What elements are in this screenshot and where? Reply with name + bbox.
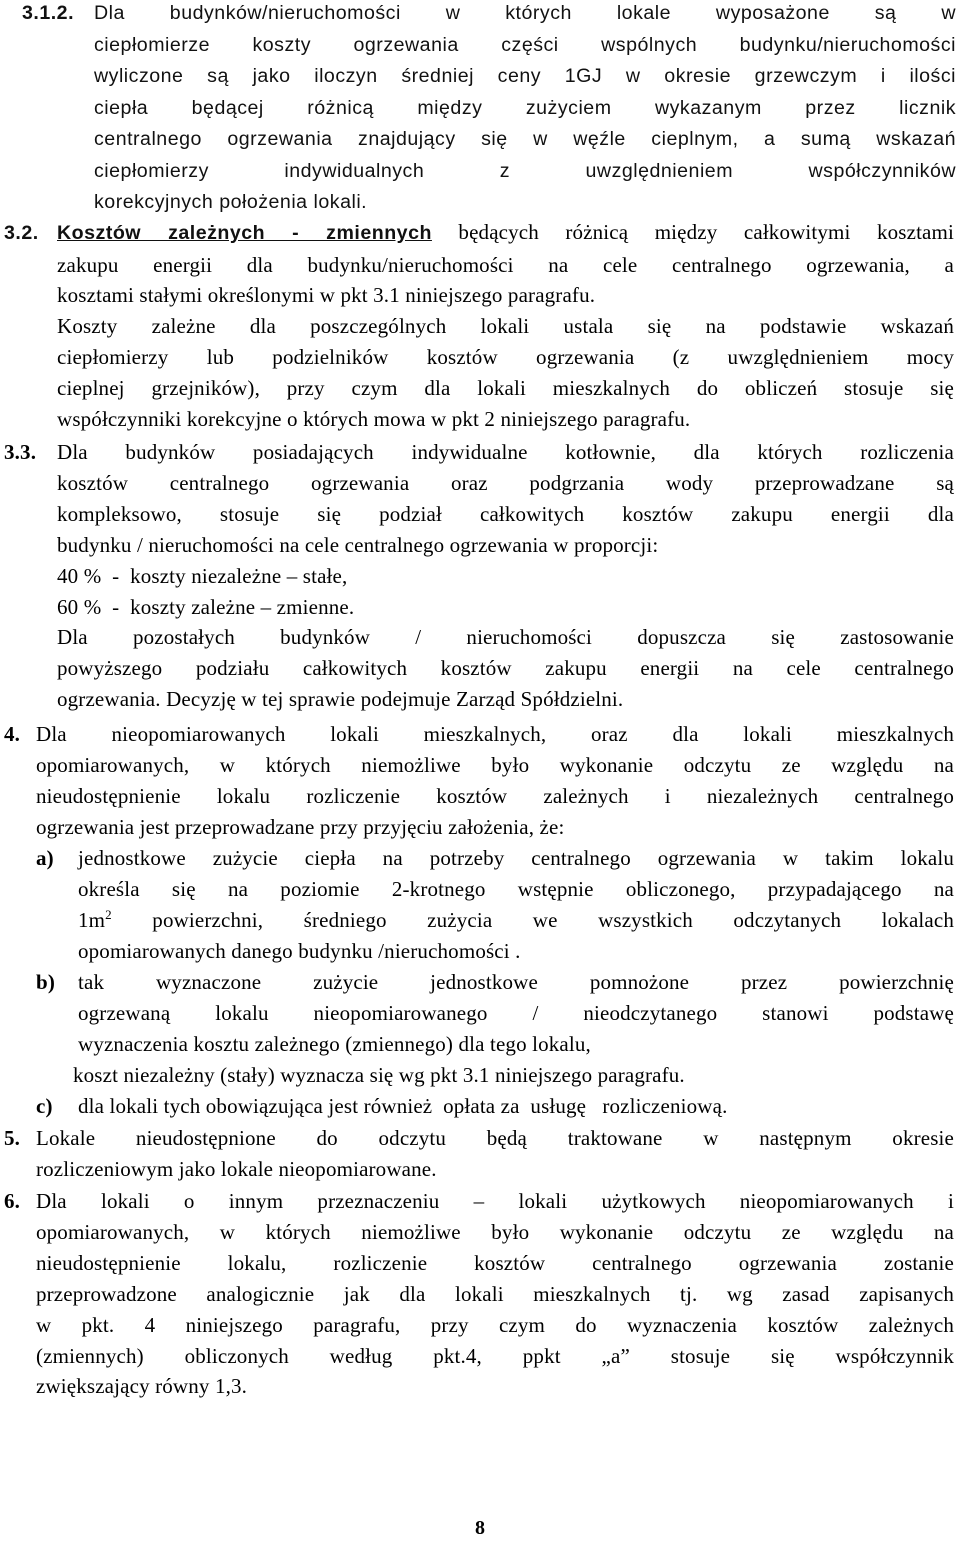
text-line: określa się na poziomie 2-krotnego wstępnie obliczonego, przypadającego na (78, 876, 954, 901)
text-line: w pkt. 4 niniejszego paragrafu, przy czym do wyznaczenia kosztów zależnych (36, 1312, 954, 1337)
page-number: 8 (475, 1517, 485, 1539)
text-line: ciepła będącej różnicą między zużyciem wykazanym przez licznik (94, 96, 956, 119)
split-variable: 60 % - koszty zależne – zmienne. (57, 594, 355, 619)
text-line: Dla budynków posiadających indywidualne kotłownie, dla których rozliczenia (57, 440, 954, 464)
text-line: Koszty zależne dla poszczególnych lokali ustala się na podstawie wskazań (57, 314, 954, 339)
text-line: ogrzewania. Decyzję w tej sprawie podejmuje Zarząd Spółdzielni. (57, 687, 624, 712)
section-3-2-line1-rest: będących różnicą między całkowitymi kosztami (431, 220, 954, 244)
text-line: wyliczone są jako iloczyn średniej ceny 1GJ w okresie grzewczym i ilości (94, 65, 956, 87)
text-line: jednostkowe zużycie ciepła na potrzeby centralnego ogrzewania w takim lokalu (78, 846, 954, 870)
text-line: powyższego podziału całkowitych kosztów zakupu energii na cele centralnego (57, 656, 954, 681)
section-3-2-text (57, 217, 954, 435)
text-line: zwiększający równy 1,3. (36, 1374, 248, 1399)
item-b-text (78, 967, 954, 1060)
item-a-label: a) (36, 846, 54, 870)
text-line (57, 217, 954, 250)
text-line: ciepłomierzy lub podzielników kosztów ogrzewania (z uwzględnieniem mocy (57, 345, 954, 370)
text-line: ogrzewaną lokalu nieopomiarowanego / nieodczytanego stanowi podstawę (78, 1000, 954, 1025)
text-line: dla lokali tych obowiązująca jest również opłata za usługę rozliczeniową. (78, 1094, 728, 1118)
text-line: nieudostępnienie lokalu, rozliczenie kosztów centralnego ogrzewania zostanie (36, 1250, 954, 1275)
text-line: (zmiennych) obliczonych według pkt.4, ppkt „a” stosuje się współczynnik (36, 1343, 954, 1368)
unit-exponent: 2 (105, 906, 112, 922)
text-line: kosztów centralnego ogrzewania oraz podgrzania wody przeprowadzane są (57, 470, 954, 495)
text-line: kompleksowo, stosuje się podział całkowitych kosztów zakupu energii dla (57, 501, 954, 526)
text-line: cieplnej grzejników), przy czym dla lokali mieszkalnych do obliczeń stosuje się (57, 376, 954, 401)
text-line: przeprowadzone analogicznie jak dla lokali mieszkalnych tj. wg zasad zapisanych (36, 1281, 954, 1306)
section-3-1-2-text (94, 0, 956, 219)
text-line: Lokale nieudostępnione do odczytu będą traktowane w następnym okresie (36, 1126, 954, 1150)
text-line: współczynniki korekcyjne o których mowa w pkt 2 niniejszego paragrafu. (57, 407, 691, 432)
text-line: nieudostępnienie lokalu rozliczenie kosztów zależnych i niezależnych centralnego (36, 783, 954, 808)
text-line: opomiarowanych, w których niemożliwe było wykonanie odczytu ze względu na (36, 1219, 954, 1244)
text-line: Dla budynków/nieruchomości w których lokale wyposażone są w (94, 2, 956, 24)
section-3-3-text (57, 437, 954, 715)
section-number-6: 6. (4, 1189, 21, 1213)
section-3-2-heading: Kosztów zależnych - zmiennych (57, 222, 432, 244)
text-line: Dla nieopomiarowanych lokali mieszkalnych, oraz dla lokali mieszkalnych (36, 722, 954, 746)
text-line: kosztami stałymi określonymi w pkt 3.1 niniejszego paragrafu. (57, 283, 596, 308)
section-number-4: 4. (4, 722, 21, 746)
text-line: ciepłomierzy indywidualnych z uwzględnieniem współczynników (94, 159, 956, 182)
text-line: zakupu energii dla budynku/nieruchomości na cele centralnego ogrzewania, a (57, 252, 954, 277)
text-line-rest: powierzchni, średniego zużycia we wszystkich odczytanych lokalach (111, 907, 954, 932)
text-line: Dla pozostałych budynków / nieruchomości dopuszcza się zastosowanie (57, 625, 954, 650)
text-line: korekcyjnych położenia lokali. (94, 191, 368, 213)
text-line: koszt niezależny (stały) wyznacza się wg pkt 3.1 niniejszego paragrafu. (73, 1063, 685, 1087)
section-5-text (36, 1123, 954, 1185)
section-6-text (36, 1186, 954, 1402)
text-line (78, 905, 954, 936)
text-line: wyznaczenia kosztu zależnego (zmiennego) dla tego lokalu, (78, 1031, 591, 1056)
item-c-text (78, 1091, 954, 1122)
text-line: rozliczeniowym jako lokale nieopomiarowane. (36, 1156, 437, 1181)
text-line: Dla lokali o innym przeznaczeniu – lokali użytkowych nieopomiarowanych i (36, 1189, 954, 1213)
section-number-3-1-2: 3.1.2. (22, 2, 75, 24)
text-line: opomiarowanych danego budynku /nieruchomości . (78, 938, 521, 963)
split-fixed: 40 % - koszty niezależne – stałe, (57, 563, 348, 588)
item-c-label: c) (36, 1094, 53, 1118)
item-a-text (78, 843, 954, 967)
item-b-label: b) (36, 970, 55, 994)
unit-m: 1m (78, 907, 106, 932)
text-line: budynku / nieruchomości na cele centralnego ogrzewania w proporcji: (57, 532, 659, 557)
section-number-3-2: 3.2. (4, 222, 39, 244)
text-line: opomiarowanych, w których niemożliwe było wykonanie odczytu ze względu na (36, 752, 954, 777)
item-b-last-line (73, 1060, 953, 1091)
section-number-5: 5. (4, 1126, 21, 1150)
text-line: tak wyznaczone zużycie jednostkowe pomnożone przez powierzchnię (78, 970, 954, 994)
text-line: ogrzewania jest przeprowadzane przy przyjęciu założenia, że: (36, 814, 565, 839)
section-number-3-3: 3.3. (4, 440, 37, 464)
text-line: centralnego ogrzewania znajdujący się w węźle cieplnym, a sumą wskazań (94, 128, 956, 150)
text-line: ciepłomierze koszty ogrzewania części wspólnych budynku/nieruchomości (94, 33, 956, 56)
section-4-text (36, 719, 954, 843)
